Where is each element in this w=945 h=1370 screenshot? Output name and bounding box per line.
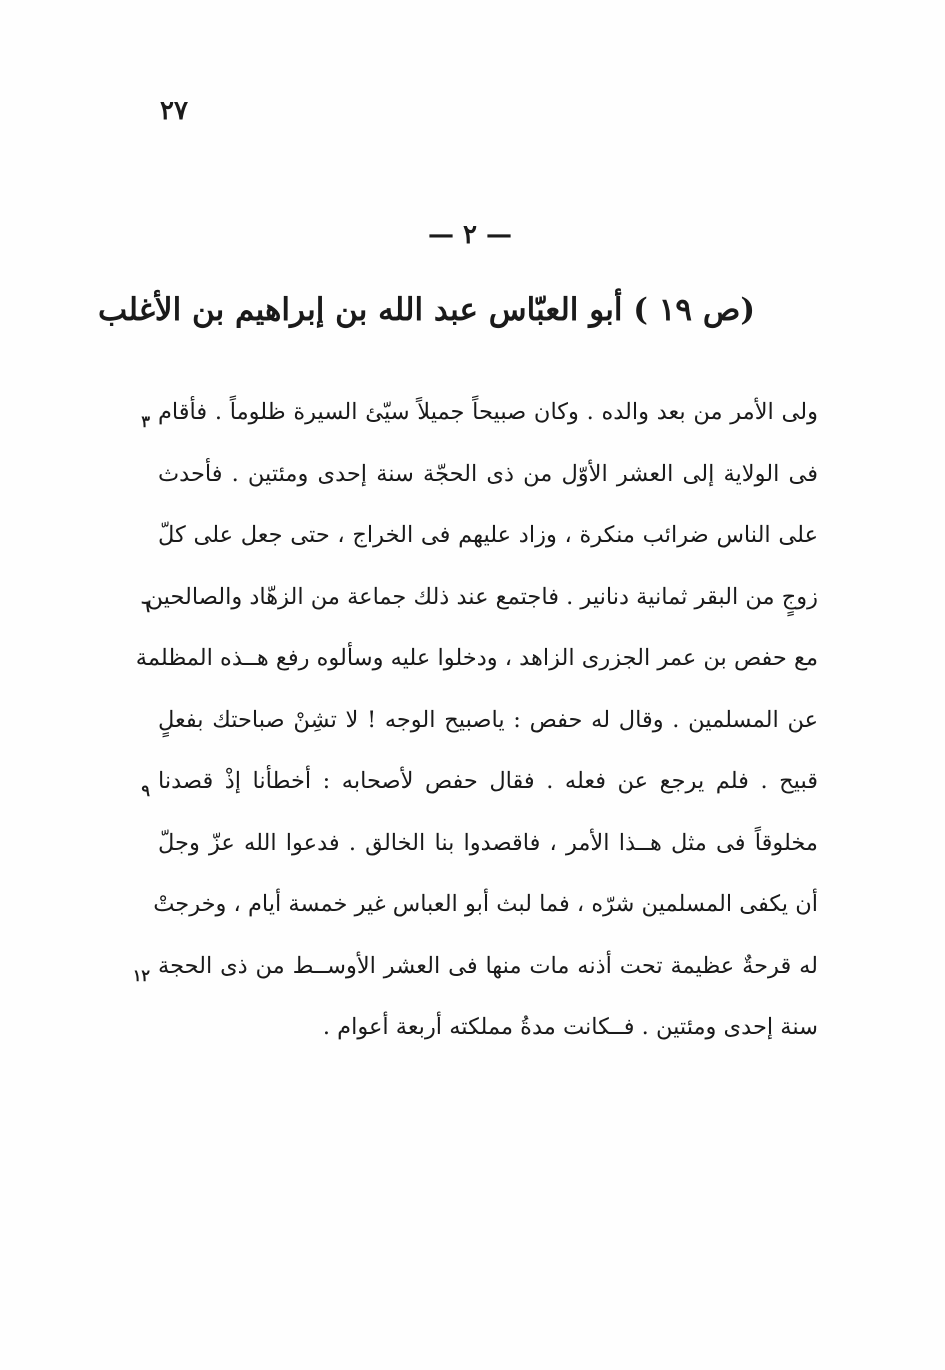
line-text: عن المسلمين . وقال له حفص : ياصبيح الوجه ! لا تشِنْ صباحتك بفعلٍ: [158, 706, 818, 733]
text-line: [132, 944, 818, 1006]
line-text: على الناس ضرائب منكرة ، وزاد عليهم فى الخراج ، حتى جعل على كلّ: [158, 522, 818, 548]
line-number: ٦: [141, 596, 150, 616]
page-number: ٢٧: [160, 96, 188, 126]
line-text: له قرحةٌ عظيمة تحت أذنه مات منها فى العشر الأوســط من ذى الحجة: [158, 952, 818, 979]
chapter-title: (ص ١٩ ) أبو العبّاس عبد الله بن إبراهيم بن الأغلب: [98, 292, 755, 328]
text-line: [141, 390, 818, 452]
text-line: [158, 452, 818, 514]
text-line: [135, 636, 818, 698]
text-line: [158, 513, 818, 575]
text-line: [158, 821, 818, 883]
text-line: [158, 698, 818, 760]
line-number: ٣: [141, 412, 150, 431]
body-text: [132, 390, 818, 1067]
line-text: ولى الأمر من بعد والده . وكان صبيحاً جميلاً سيّئ السيرة ظلوماً . فأقام: [158, 399, 818, 425]
text-line: [141, 759, 818, 821]
line-text: مخلوقاً فى مثل هــذا الأمر ، فاقصدوا بنا الخالق . فدعوا الله عزّ وجلّ: [158, 829, 818, 856]
line-text: زوجٍ من البقر ثمانية دنانير . فاجتمع عند ذلك جماعة من الزهّاد والصالحين: [146, 583, 818, 610]
line-text: سنة إحدى ومئتين . فــكانت مدةُ مملكته أربعة أعوام .: [322, 1014, 818, 1040]
text-line: [153, 882, 818, 944]
line-text: قبيح . فلم يرجع عن فعله . فقال حفص لأصحابه : أخطأنا إذْ قصدنا: [158, 768, 818, 794]
text-line: [158, 1005, 818, 1067]
line-number: ٩: [141, 781, 150, 800]
text-line: [141, 575, 818, 637]
line-number: ١٢: [132, 965, 150, 985]
line-text: فى الولاية إلى العشر الأوّل من ذى الحجّة سنة إحدى ومئتين . فأحدث: [158, 460, 818, 487]
line-text: أن يكفى المسلمين شرّه ، فما لبث أبو العباس غير خمسة أيام ، وخرجتْ: [153, 891, 818, 917]
section-number: — ٢ —: [427, 220, 513, 250]
line-text: مع حفص بن عمر الجزرى الزاهد ، ودخلوا عليه وسألوه رفع هــذه المظلمة: [135, 645, 818, 671]
